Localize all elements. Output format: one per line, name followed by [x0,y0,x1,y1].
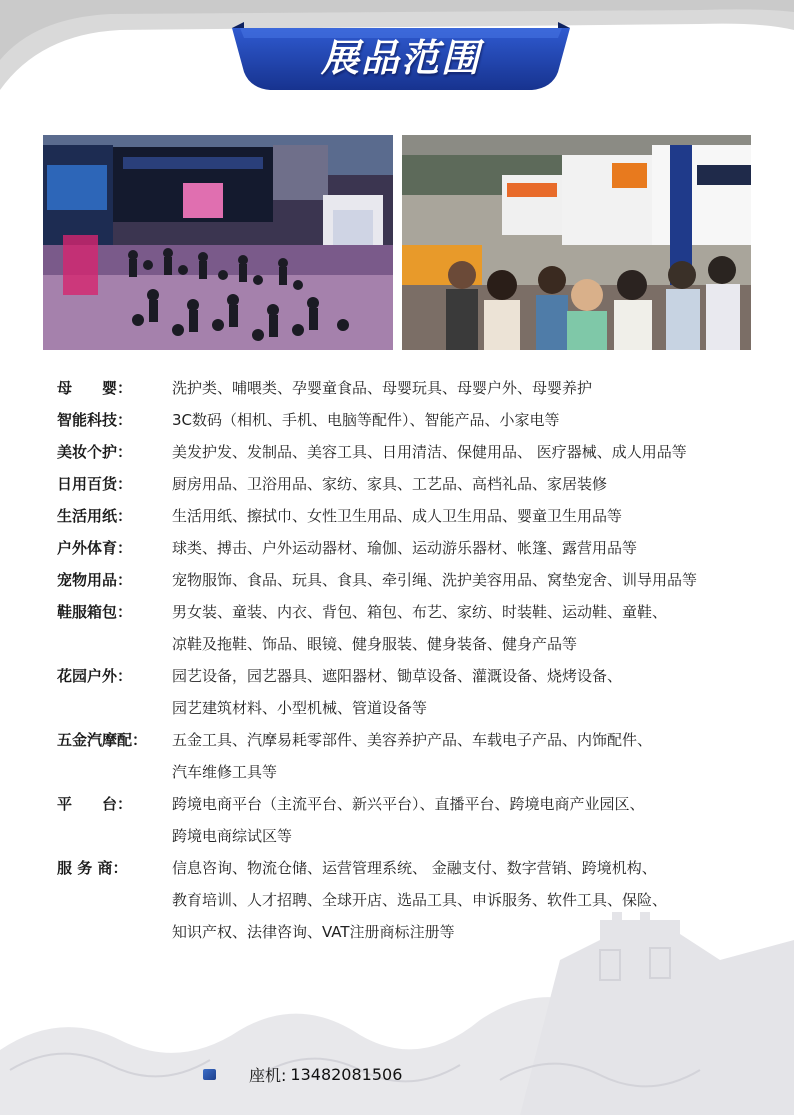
category-items: 宠物服饰、食品、玩具、食具、牵引绳、洗护美容用品、窝垫宠舍、训导用品等 [172,571,698,589]
category-row-beauty-care [57,436,757,468]
category-label: 花园户外： [57,667,133,685]
category-items: 教育培训、人才招聘、全球开店、选品工具、申诉服务、软件工具、保险、 [172,891,668,909]
category-items: 知识产权、法律咨询、VAT注册商标注册等 [172,923,455,941]
category-label: 平 台： [57,795,133,813]
category-items: 凉鞋及拖鞋、饰品、眼镜、健身服装、健身装备、健身产品等 [172,635,578,653]
category-items: 男女装、童装、内衣、背包、箱包、布艺、家纺、时装鞋、运动鞋、童鞋、 [172,603,668,621]
category-row-pet-supplies [57,564,757,596]
page-title: 展品范围 [320,36,481,80]
category-items: 3C数码（相机、手机、电脑等配件）、智能产品、小家电等 [172,411,560,429]
category-items: 生活用纸、擦拭巾、女性卫生用品、成人卫生用品、婴童卫生用品等 [172,507,623,525]
contact-label: 座机: [249,1065,287,1085]
category-row-tissue-paper [57,500,757,532]
category-row-apparel-bags [57,596,757,660]
category-items: 园艺建筑材料、小型机械、管道设备等 [172,699,428,717]
contact-phone-number: 13482081506 [290,1064,403,1084]
category-items: 跨境电商综试区等 [172,827,293,845]
category-row-smart-tech [57,404,757,436]
category-label: 日用百货： [57,475,133,493]
exhibit-categories [57,372,757,948]
category-items: 园艺设备，园艺器具、遮阳器材、锄草设备、灌溉设备、烧烤设备、 [172,667,623,685]
category-items: 美发护发、发制品、美容工具、日用清洁、保健用品、 医疗器械、成人用品等 [172,443,687,461]
category-label: 宠物用品： [57,571,133,589]
category-row-garden-outdoor [57,660,757,724]
category-label: 美妆个护： [57,443,133,461]
category-row-outdoor-sports [57,532,757,564]
contact-line [203,1060,402,1088]
category-row-platform [57,788,757,852]
category-label: 母 婴： [57,379,133,397]
category-label: 生活用纸： [57,507,133,525]
category-label: 五金汽摩配： [57,731,148,749]
category-items: 汽车维修工具等 [172,763,278,781]
category-row-maternal-baby [57,372,757,404]
category-items: 洗护类、哺喂类、孕婴童食品、母婴玩具、母婴户外、母婴养护 [172,379,593,397]
category-row-hardware-auto [57,724,757,788]
category-label: 智能科技： [57,411,133,429]
exhibition-photo-left [43,135,393,350]
category-label: 户外体育： [57,539,133,557]
category-label: 鞋服箱包： [57,603,133,621]
exhibition-photo-right [402,135,751,350]
category-items: 厨房用品、卫浴用品、家纺、家具、工艺品、高档礼品、家居装修 [172,475,608,493]
category-items: 信息咨询、物流仓储、运营管理系统、 金融支付、数字营销、跨境机构、 [172,859,657,877]
category-label: 服 务 商： [57,859,128,877]
category-items: 球类、搏击、户外运动器材、瑜伽、运动游乐器材、帐篷、露营用品等 [172,539,638,557]
contact-bullet-icon [203,1069,216,1080]
category-items: 跨境电商平台（主流平台、新兴平台）、直播平台、跨境电商产业园区、 [172,795,645,813]
category-items: 五金工具、汽摩易耗零部件、美容养护产品、车载电子产品、内饰配件、 [172,731,653,749]
category-row-daily-goods [57,468,757,500]
